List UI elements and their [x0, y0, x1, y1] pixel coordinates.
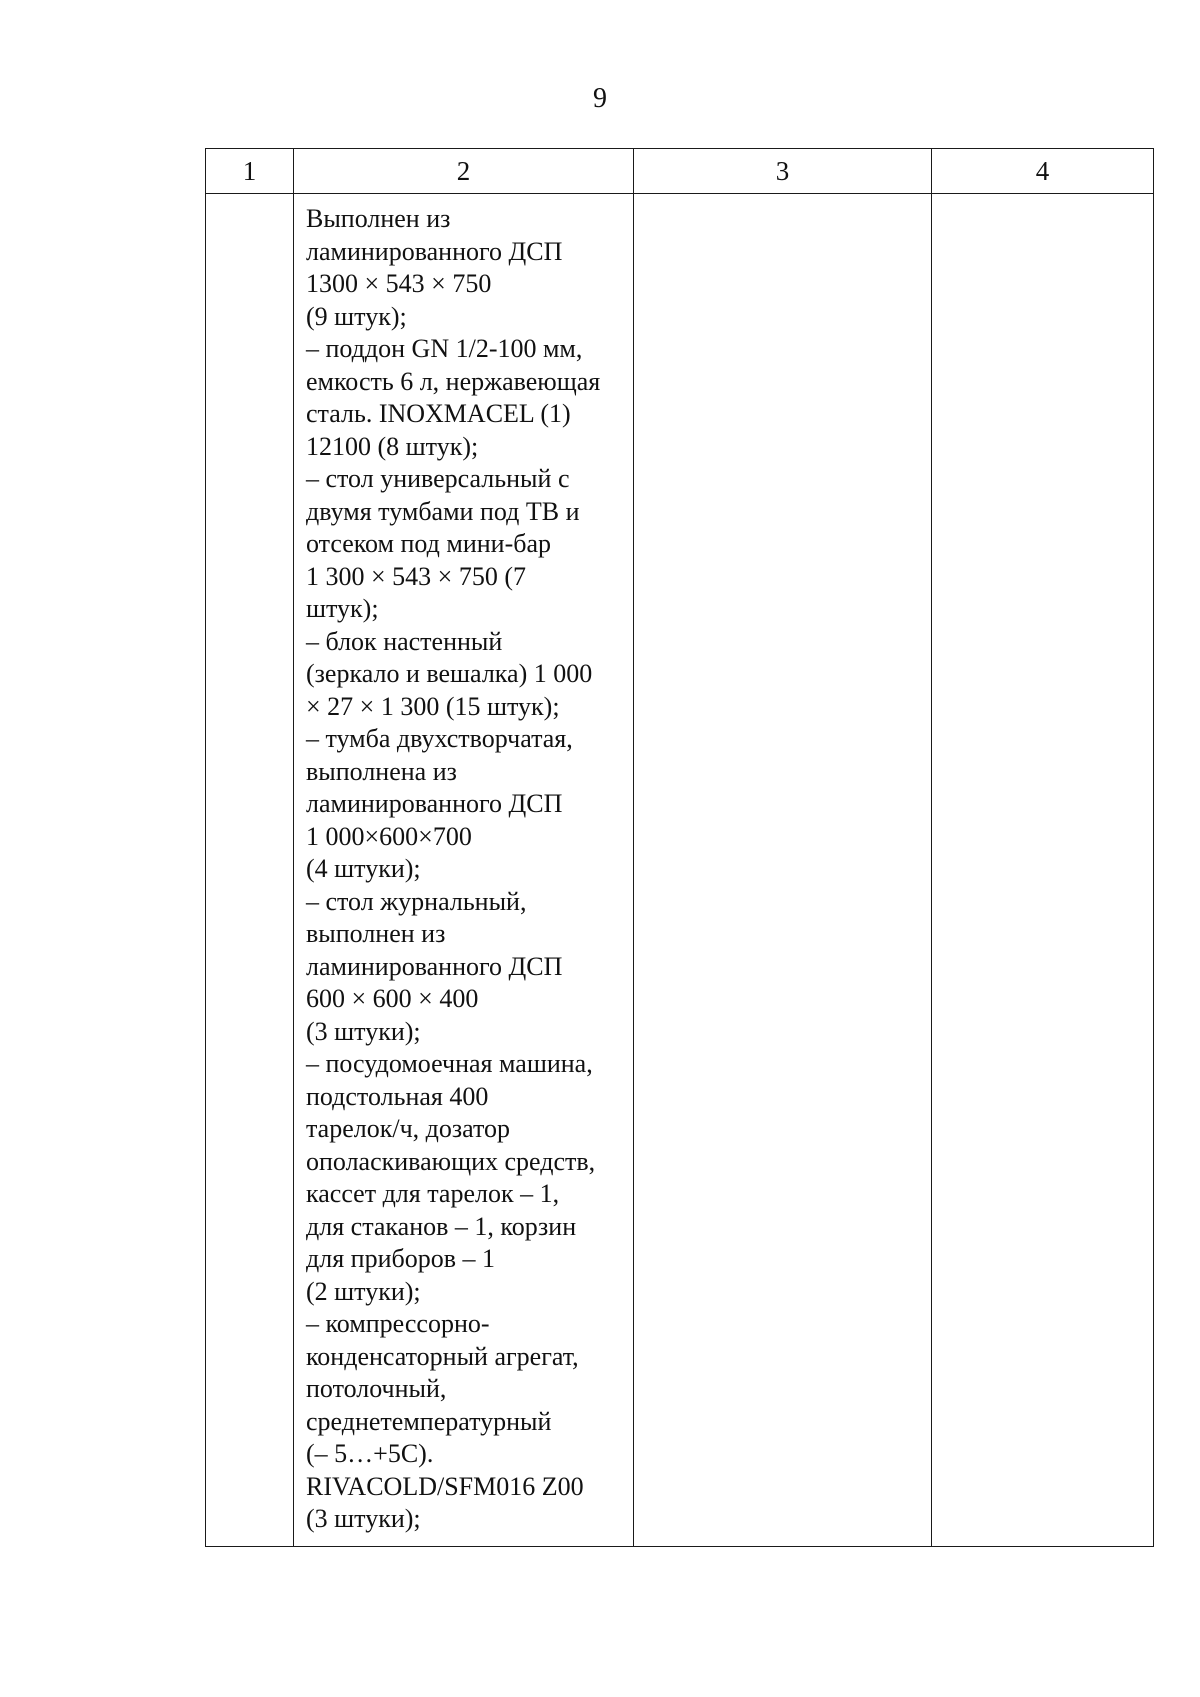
description-line: сталь. INOXMACEL (1)	[306, 399, 571, 428]
description-line: емкость 6 л, нержавеющая	[306, 366, 601, 396]
description-line: потолочный,	[306, 1374, 447, 1403]
description-line: RIVACOLD/SFM016 Z00	[306, 1471, 584, 1501]
description-line: – посудомоечная машина,	[306, 1049, 593, 1078]
description-line: отсеком под мини-бар	[306, 529, 552, 558]
description-line: – поддон GN 1/2-100 мм,	[306, 334, 583, 363]
description-line: подстольная 400	[306, 1081, 489, 1111]
description-line: ламинированного ДСП	[306, 789, 563, 818]
description-line: штук);	[306, 594, 379, 623]
description-line: (– 5…+5С).	[306, 1439, 434, 1468]
description-line: (9 штук);	[306, 301, 407, 331]
cell-col-1	[206, 194, 294, 1547]
description-line: (зеркало и вешалка) 1 000	[306, 659, 593, 688]
description-line: ламинированного ДСП	[306, 951, 563, 981]
description-line: 1 000×600×700	[306, 821, 472, 851]
cell-col-4	[932, 194, 1154, 1547]
description-line: ламинированного ДСП	[306, 236, 563, 266]
description-line: ополаскивающих средств,	[306, 1146, 596, 1176]
description-line: (3 штуки);	[306, 1016, 421, 1046]
description-line: 12100 (8 штук);	[306, 431, 479, 461]
description-line: – стол журнальный,	[306, 886, 527, 916]
description-line: (2 штуки);	[306, 1276, 421, 1306]
page-number: 9	[593, 83, 607, 114]
description-line: двумя тумбами под ТВ и	[306, 496, 580, 526]
description-line: 600 × 600 × 400	[306, 984, 479, 1013]
equipment-table	[205, 148, 1154, 1547]
description-line: среднетемпературный	[306, 1406, 552, 1436]
description-line: (4 штуки);	[306, 854, 421, 883]
cell-col-2	[294, 194, 634, 1547]
table-header-row	[206, 149, 1154, 194]
column-header-3: 3	[634, 149, 932, 194]
description-line: для стаканов – 1, корзин	[306, 1211, 577, 1241]
description-line: – тумба двухстворчатая,	[306, 724, 573, 753]
description-line: выполнена из	[306, 756, 457, 786]
description-line: 1300 × 543 × 750	[306, 269, 492, 298]
cell-col-3	[634, 194, 932, 1547]
description-line: (3 штуки);	[306, 1504, 421, 1533]
description-line: конденсаторный агрегат,	[306, 1341, 579, 1371]
description-line: – блок настенный	[306, 626, 503, 656]
description-line: кассет для тарелок – 1,	[306, 1179, 560, 1208]
description-line: Выполнен из	[306, 204, 451, 233]
description-line: – компрессорно-	[306, 1309, 490, 1338]
description-line: 1 300 × 543 × 750 (7	[306, 561, 526, 591]
description-line: × 27 × 1 300 (15 штук);	[306, 691, 560, 721]
description-line: тарелок/ч, дозатор	[306, 1114, 511, 1143]
equipment-description	[294, 194, 633, 1536]
column-header-2: 2	[294, 149, 634, 194]
column-header-1: 1	[206, 149, 294, 194]
table-row	[206, 194, 1154, 1547]
column-header-4: 4	[932, 149, 1154, 194]
description-line: выполнен из	[306, 919, 446, 948]
description-line: – стол универсальный с	[306, 464, 570, 493]
description-line: для приборов – 1	[306, 1244, 495, 1273]
